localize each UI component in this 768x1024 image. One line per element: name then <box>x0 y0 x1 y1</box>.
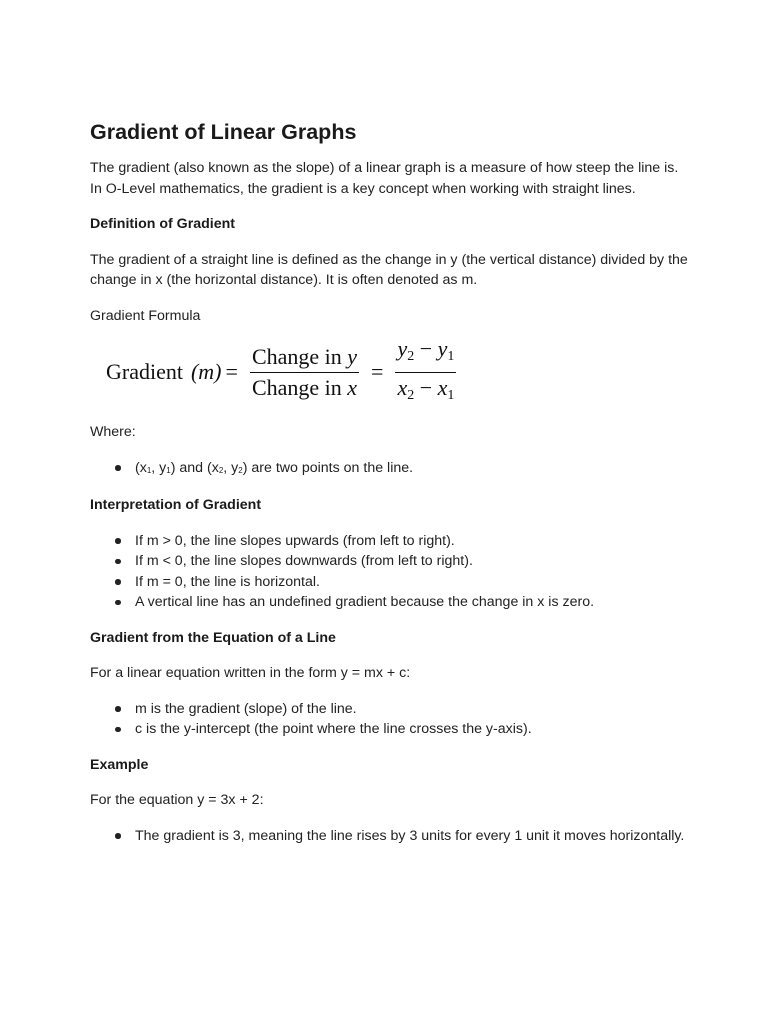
interpretation-list <box>90 531 690 613</box>
formula-denominator-symbols: $x_2 - x_1$ <box>397 374 455 403</box>
equation-heading: Gradient from the Equation of a Line <box>90 629 336 646</box>
definition-paragraph: The gradient of a straight line is defined as the change in y (the vertical distance) divided by the change in x (the horizontal distance). It is often denoted as m. <box>90 251 688 288</box>
intro-paragraph: The gradient (also known as the slope) of a linear graph is a measure of how steep the line is. In O-Level mathematics, the gradient is a key concept when working with straight lines. <box>90 160 679 197</box>
formula-equals-1: = <box>225 359 238 384</box>
list-item: A vertical line has an undefined gradient because the change in x is zero. <box>135 592 690 613</box>
document-page <box>90 118 690 861</box>
formula-lhs-var: (m) <box>190 359 222 384</box>
formula-denominator-words: Change in x <box>251 374 358 400</box>
gradient-formula <box>90 335 690 404</box>
formula-lhs-word: Gradient <box>106 359 183 384</box>
formula-numerator-symbols: $y_2 - y_1$ <box>395 336 456 373</box>
formula-fraction-symbols <box>395 336 456 409</box>
page-title: Gradient of Linear Graphs <box>90 120 357 144</box>
equation-list <box>90 699 690 740</box>
list-item: If m < 0, the line slopes downwards (from left to right). <box>135 551 690 572</box>
example-list <box>90 826 690 847</box>
formula-fraction-words <box>250 344 359 401</box>
interpretation-heading: Interpretation of Gradient <box>90 497 262 513</box>
example-paragraph: For the equation y = 3x + 2: <box>90 792 264 808</box>
list-item: If m = 0, the line is horizontal. <box>135 572 690 593</box>
list-item: c is the y-intercept (the point where the line crosses the y-axis). <box>135 719 690 740</box>
list-item: The gradient is 3, meaning the line rises by 3 units for every 1 unit it moves horizontally. <box>135 826 690 847</box>
example-heading: Example <box>90 756 149 773</box>
where-list <box>90 458 690 481</box>
equation-paragraph: For a linear equation written in the form y = mx + c: <box>90 665 411 681</box>
formula-equals-2: = <box>371 359 384 384</box>
formula-numerator-words: Change in y <box>250 344 359 373</box>
definition-heading: Definition of Gradient <box>90 216 236 232</box>
list-item: ($x_1$, $y_1$) and ($x_2$, $y_2$) are two points on the line. <box>135 458 690 481</box>
list-item: m is the gradient (slope) of the line. <box>135 699 690 720</box>
where-label: Where: <box>90 424 136 440</box>
list-item: If m > 0, the line slopes upwards (from left to right). <box>135 531 690 552</box>
formula-label: Gradient Formula <box>90 307 201 324</box>
